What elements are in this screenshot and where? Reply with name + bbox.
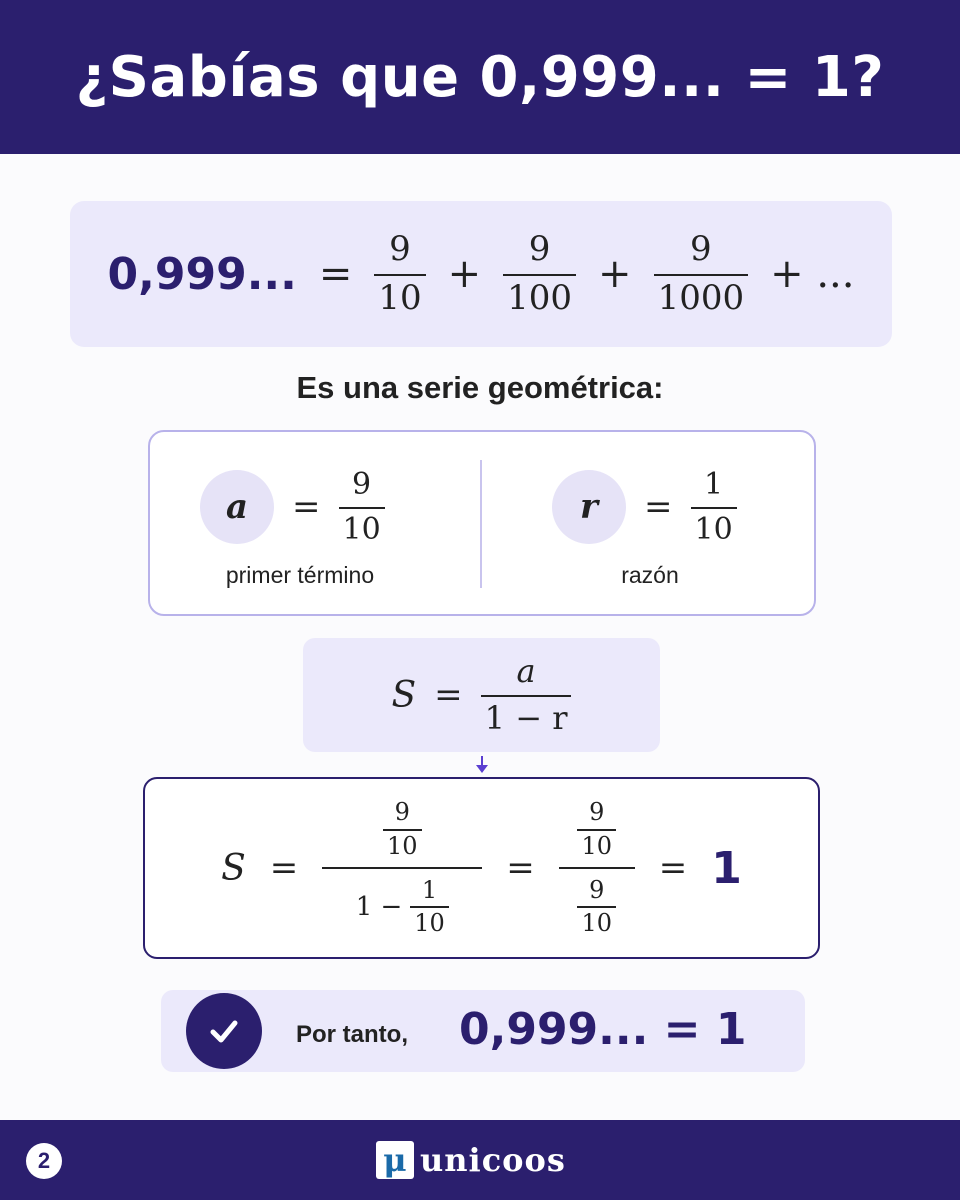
term-numerator: 9 <box>528 228 551 269</box>
header-banner <box>0 0 960 154</box>
param-r-value <box>691 468 737 546</box>
fraction-bar <box>339 507 385 509</box>
term-numerator: 9 <box>690 228 712 269</box>
param-a-value <box>339 468 385 546</box>
equals-sign: = <box>292 487 321 527</box>
conclusion-prefix: Por tanto, <box>296 1021 408 1048</box>
param-a-symbol: a <box>200 470 274 544</box>
brand-mark-icon <box>376 1141 414 1179</box>
term-numerator: 9 <box>389 228 411 269</box>
computation-box <box>143 777 820 959</box>
formula-fraction <box>481 651 572 737</box>
numerator: 9 <box>352 467 372 502</box>
series-term <box>503 228 576 318</box>
main-fraction-bar <box>559 867 635 869</box>
check-icon <box>204 1011 244 1051</box>
numerator: 9 <box>394 798 410 827</box>
numerator: 9 <box>589 876 605 904</box>
equals-sign: = <box>318 251 353 297</box>
arrow-down-icon <box>476 756 488 774</box>
fraction-bar <box>503 274 576 276</box>
equals-sign: = <box>506 848 535 888</box>
numerator: a <box>516 651 536 690</box>
fraction-bar <box>410 906 449 908</box>
conclusion-statement: 0,999... = 1 <box>459 1004 747 1055</box>
equals-sign: = <box>658 848 688 888</box>
brand-name: unicoos <box>420 1141 566 1179</box>
denominator-prefix: 1 − <box>355 891 403 922</box>
page-title: ¿Sabías que 0,999... = 1? <box>75 44 885 110</box>
denominator: 10 <box>694 512 733 547</box>
numerator: 1 <box>704 467 724 502</box>
fraction-bar <box>383 829 422 831</box>
term-denominator: 1000 <box>657 278 745 318</box>
computation-result: 1 <box>711 842 742 894</box>
series-expansion-box <box>70 201 892 347</box>
numerator: 9 <box>589 798 605 827</box>
complex-fraction <box>322 799 482 937</box>
fraction-bar <box>374 274 425 276</box>
fraction-bar <box>691 507 737 509</box>
brand-logo <box>376 1140 566 1180</box>
formula-lhs: S <box>391 674 417 716</box>
inner-fraction <box>410 877 449 937</box>
fraction-bar <box>577 906 616 908</box>
equals-sign: = <box>434 675 463 715</box>
complex-numerator <box>383 799 422 859</box>
section-subtitle: Es una serie geométrica: <box>296 370 664 405</box>
term-denominator: 100 <box>507 278 573 318</box>
fraction-bar <box>481 695 572 697</box>
denominator: 10 <box>581 831 613 860</box>
denominator: 10 <box>581 909 613 938</box>
param-r-label: razón <box>621 562 679 588</box>
equals-sign: = <box>269 848 299 888</box>
series-term <box>374 228 425 318</box>
simplified-denominator <box>577 877 616 937</box>
brand-mark: μ <box>383 1141 407 1179</box>
numerator: 1 <box>421 876 438 904</box>
page-number: 2 <box>26 1143 62 1179</box>
denominator: 10 <box>342 512 381 547</box>
denominator: 10 <box>414 909 445 938</box>
plus-sign: + <box>447 251 482 297</box>
series-term <box>654 228 749 318</box>
simplified-fraction <box>559 799 635 937</box>
main-fraction-bar <box>322 867 482 869</box>
divider <box>480 460 482 588</box>
fraction-bar <box>654 274 749 276</box>
check-badge <box>186 993 262 1069</box>
denominator: 10 <box>386 831 418 860</box>
complex-denominator <box>356 877 449 937</box>
series-tail: + ... <box>770 251 855 297</box>
term-denominator: 10 <box>378 278 422 318</box>
param-a-label: primer término <box>225 562 375 588</box>
sum-formula-box <box>303 638 660 752</box>
param-r-symbol: r <box>552 470 626 544</box>
simplified-numerator <box>577 799 616 859</box>
param-a <box>200 462 385 552</box>
fraction-bar <box>577 829 616 831</box>
plus-sign: + <box>598 251 632 297</box>
param-r <box>552 462 737 552</box>
denominator: 1 − r <box>484 699 568 737</box>
computation-lhs: S <box>221 847 246 889</box>
series-lhs: 0,999... <box>107 248 297 300</box>
equals-sign: = <box>644 487 673 527</box>
